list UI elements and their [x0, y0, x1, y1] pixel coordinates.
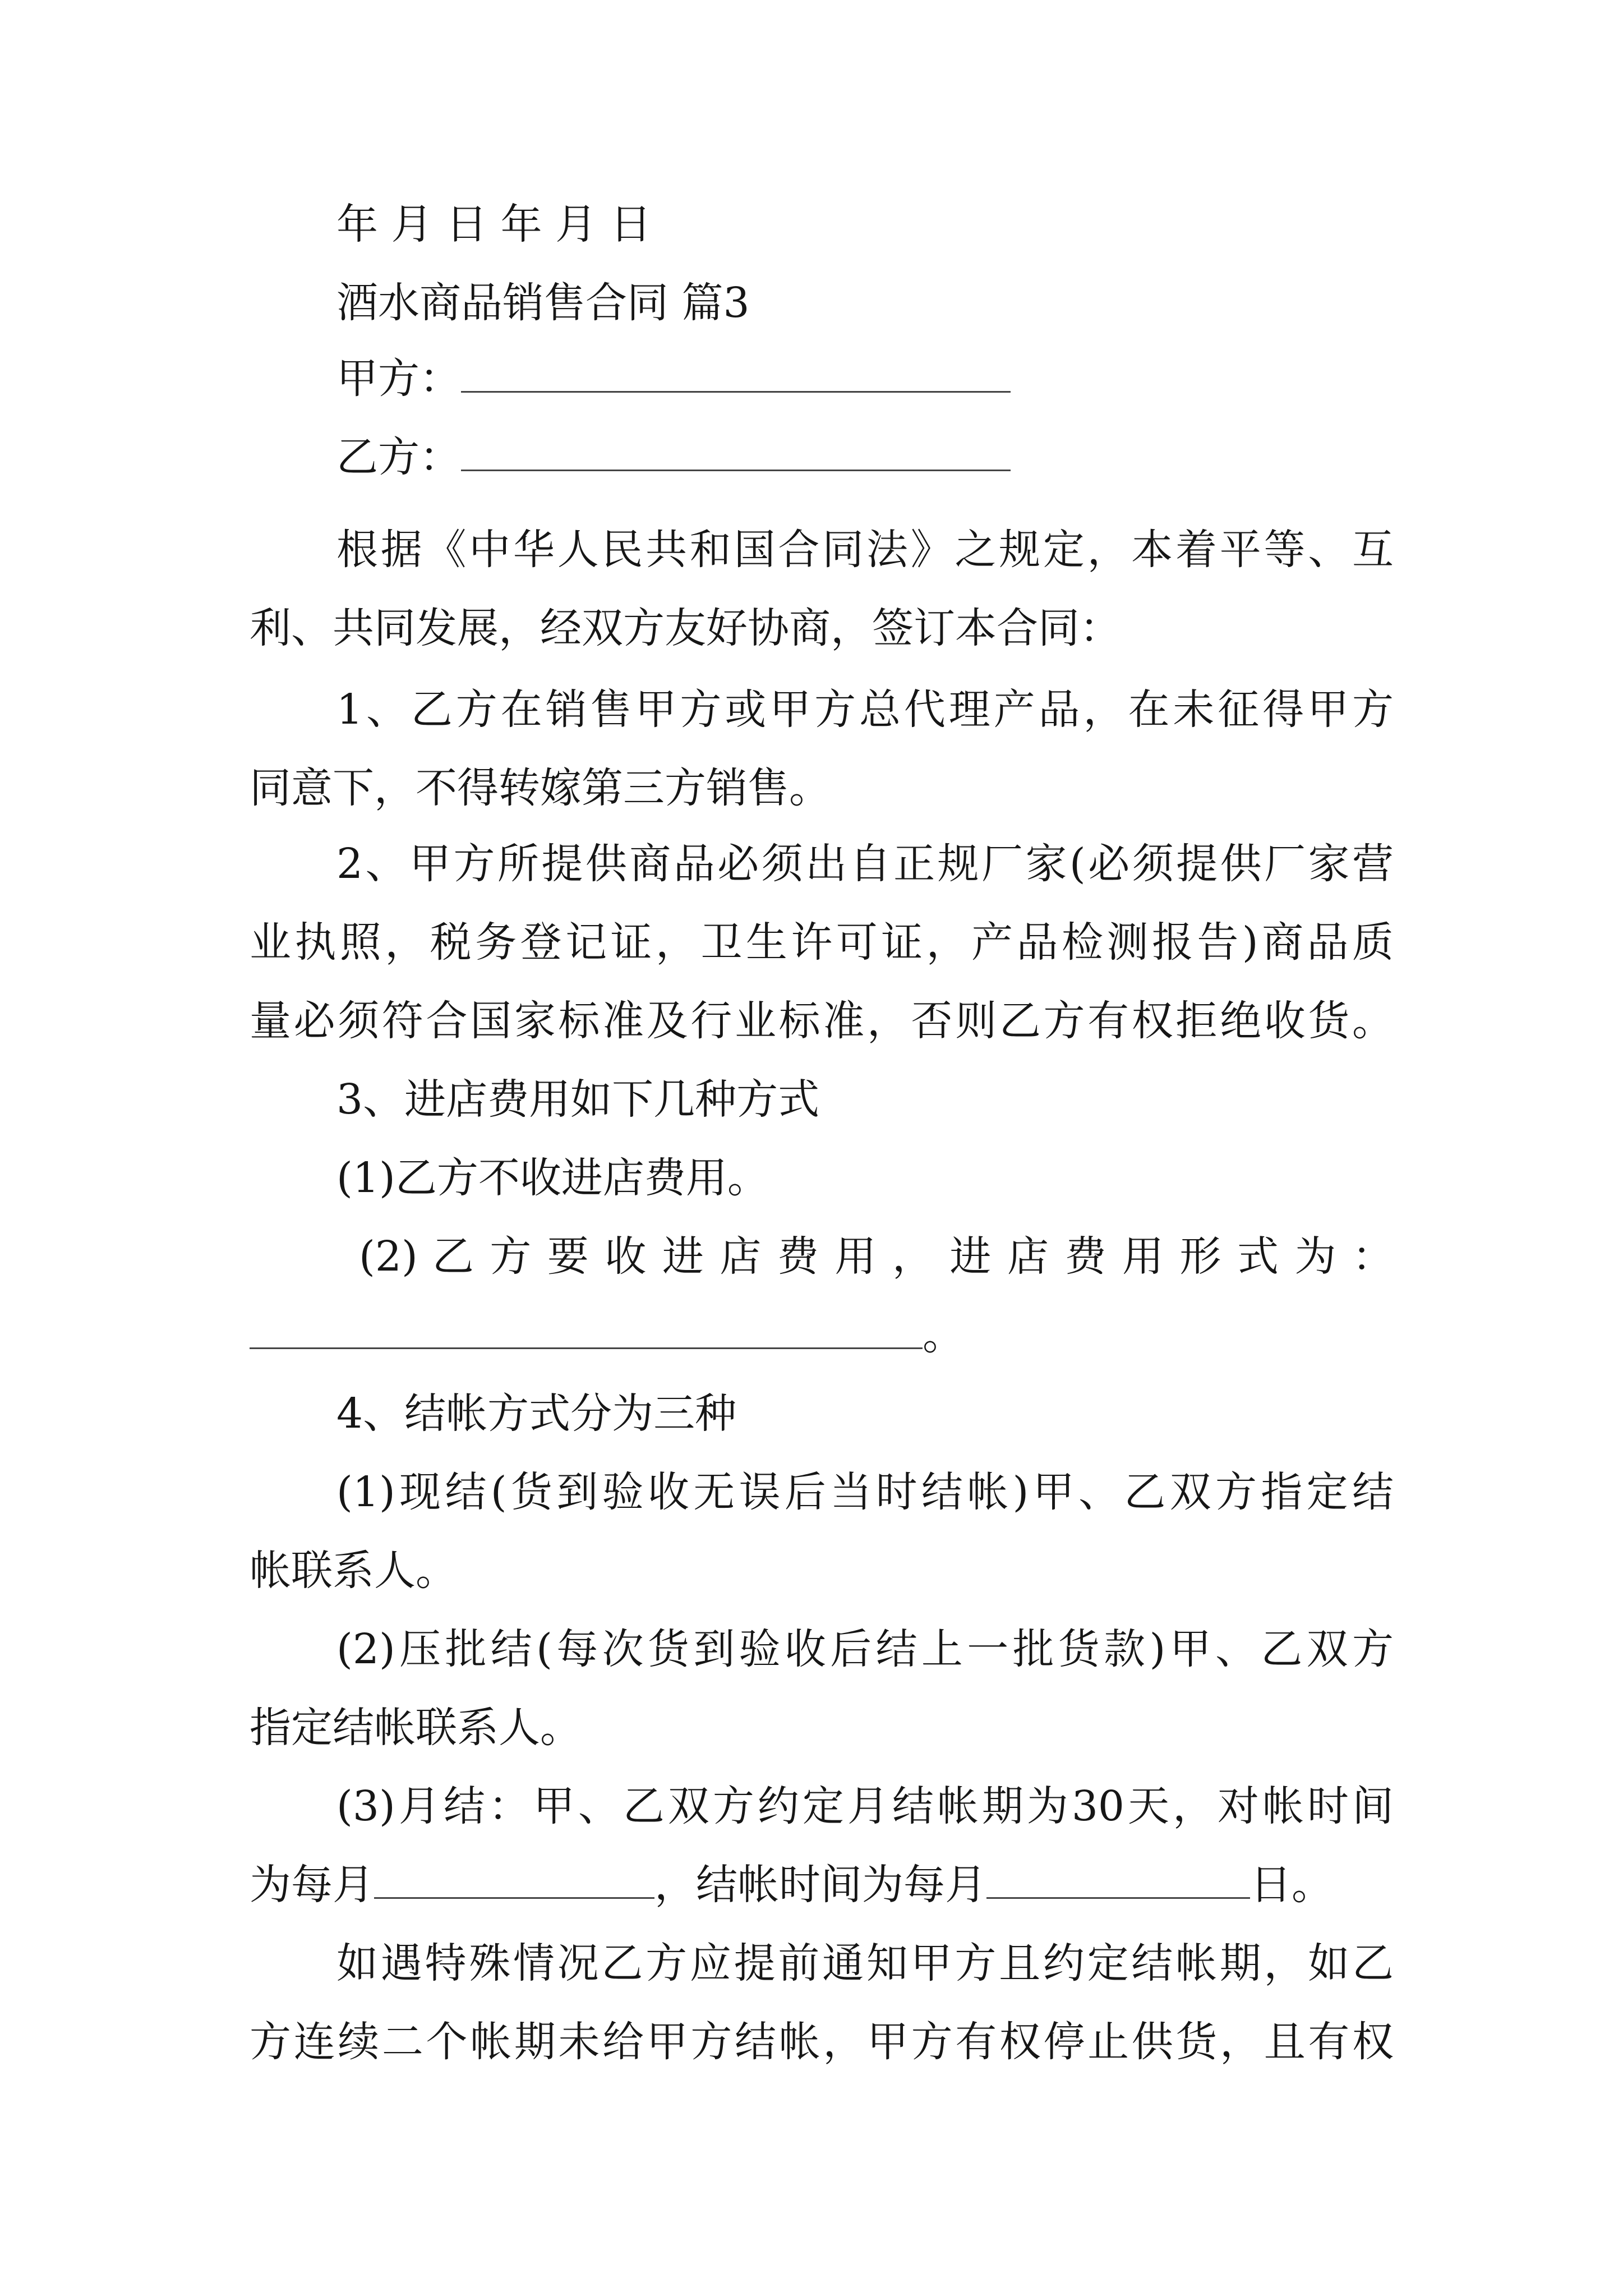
- party-a-line: [336, 339, 1394, 418]
- clause-3-item-1: (1)乙方不收进店费用。: [336, 1154, 769, 1202]
- settlement-day-blank: [986, 1853, 1250, 1899]
- clause-2-line-2: 业执照，税务登记证，卫生许可证，产品检测报告)商品质: [250, 918, 1394, 967]
- reconcile-day-blank: [374, 1853, 654, 1899]
- clause-4-title: 4、结帐方式分为三种: [336, 1389, 737, 1438]
- intro-line-2: 利、共同发展，经双方友好协商，签订本合同：: [250, 604, 1121, 652]
- clause-4-item-1-line-1: (1)现结(货到验收无误后当时结帐)甲、乙双方指定结: [336, 1468, 1394, 1516]
- intro-line-1: 根据《中华人民共和国合同法》之规定，本着平等、互: [336, 526, 1394, 574]
- party-a-label: 甲方：: [336, 355, 461, 403]
- clause-3-title: 3、进店费用如下几种方式: [336, 1075, 820, 1124]
- clause-3-item-2-blank-line: [250, 1296, 1394, 1374]
- clause-5-line-1: 如遇特殊情况乙方应提前通知甲方且约定结帐期，如乙: [336, 1939, 1394, 1987]
- party-a-blank: [461, 347, 1011, 393]
- entry-fee-blank: [250, 1304, 923, 1349]
- party-b-blank: [461, 426, 1011, 471]
- party-b-label: 乙方：: [336, 433, 461, 481]
- clause-2-line-3: 量必须符合国家标准及行业标准，否则乙方有权拒绝收货。: [250, 997, 1394, 1045]
- clause-1-line-2: 同意下，不得转嫁第三方销售。: [250, 764, 831, 812]
- date-row: 年 月 日 年 月 日: [336, 200, 652, 249]
- clause-4-item-3-line-1: (3)月结：甲、乙双方约定月结帐期为30天，对帐时间: [336, 1782, 1394, 1830]
- contract-title: 酒水商品销售合同 篇3: [336, 279, 750, 327]
- clause-4-item-3-mid: ，结帐时间为每月: [654, 1861, 986, 1909]
- clause-4-item-2-line-2: 指定结帐联系人。: [250, 1704, 582, 1752]
- party-b-line: [336, 418, 1394, 496]
- clause-1-line-1: 1、乙方在销售甲方或甲方总代理产品，在未征得甲方: [336, 685, 1394, 734]
- clause-3-item-2: (2) 乙 方 要 收 进 店 费 用 ， 进 店 费 用 形 式 为 ：: [359, 1232, 1394, 1281]
- clause-4-item-3-pre: 为每月: [250, 1861, 374, 1909]
- clause-5-line-2: 方连续二个帐期未给甲方结帐，甲方有权停止供货，且有权: [250, 2018, 1394, 2066]
- clause-3-item-2-end: 。: [923, 1311, 964, 1359]
- clause-4-item-1-line-2: 帐联系人。: [250, 1547, 457, 1595]
- clause-4-item-3-end: 日。: [1250, 1861, 1333, 1909]
- clause-4-item-3-line-2: [250, 1846, 1394, 1924]
- clause-4-item-2-line-1: (2)压批结(每次货到验收后结上一批货款)甲、乙双方: [336, 1625, 1394, 1673]
- clause-2-line-1: 2、甲方所提供商品必须出自正规厂家(必须提供厂家营: [336, 840, 1394, 888]
